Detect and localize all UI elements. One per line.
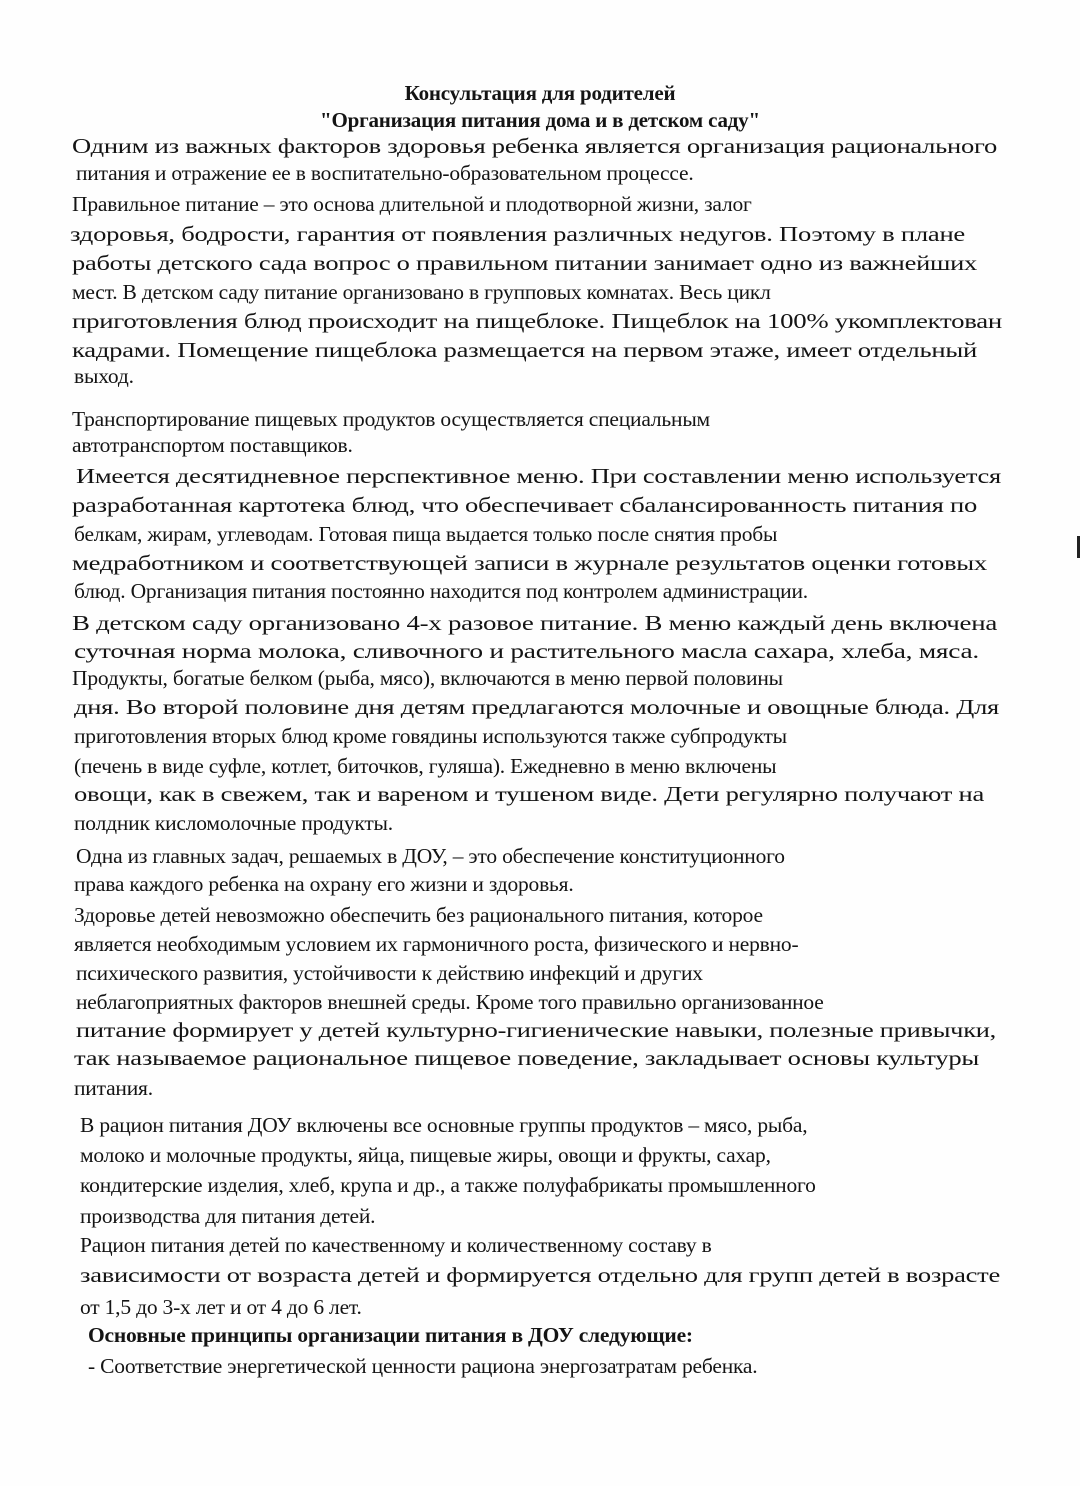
- body-line: так называемое рациональное пищевое поведение, закладывает основы культуры: [74, 1046, 979, 1070]
- body-line: В детском саду организовано 4-х разовое питание. В меню каждый день включена: [72, 611, 998, 635]
- body-line: суточная норма молока, сливочного и растительного масла сахара, хлеба, мяса.: [74, 639, 979, 663]
- body-line: приготовления блюд происходит на пищеблоке. Пищеблок на 100% укомплектован: [72, 309, 1002, 333]
- document-subtitle: "Организация питания дома и в детском саду": [320, 108, 760, 132]
- body-line: кадрами. Помещение пищеблока размещается на первом этаже, имеет отдельный: [72, 338, 978, 362]
- body-line: Здоровье детей невозможно обеспечить без рационального питания, которое: [74, 903, 763, 927]
- body-line: выход.: [74, 364, 134, 388]
- body-line: питания и отражение ее в воспитательно-образовательном процессе.: [76, 161, 694, 185]
- principles-heading: Основные принципы организации питания в ДОУ следующие:: [88, 1323, 693, 1347]
- body-line: здоровья, бодрости, гарантия от появления различных недугов. Поэтому в плане: [70, 222, 965, 246]
- body-line: права каждого ребенка на охрану его жизни и здоровья.: [74, 872, 574, 896]
- body-line: работы детского сада вопрос о правильном питании занимает одно из важнейших: [72, 251, 977, 275]
- body-line: автотранспортом поставщиков.: [72, 433, 353, 457]
- body-line: неблагоприятных факторов внешней среды. Кроме того правильно организованное: [76, 990, 824, 1014]
- body-line: питание формирует у детей культурно-гигиенические навыки, полезные привычки,: [76, 1018, 996, 1042]
- body-line: от 1,5 до 3-х лет и от 4 до 6 лет.: [80, 1295, 362, 1319]
- body-line: питания.: [74, 1076, 153, 1100]
- body-line: разработанная картотека блюд, что обеспечивает сбалансированность питания по: [72, 493, 977, 517]
- body-line: Рацион питания детей по качественному и количественному составу в: [80, 1233, 712, 1257]
- body-line: овощи, как в свежем, так и вареном и тушеном виде. Дети регулярно получают на: [74, 782, 984, 806]
- document-title: Консультация для родителей: [404, 81, 676, 105]
- body-line: кондитерские изделия, хлеб, крупа и др., а также полуфабрикаты промышленного: [80, 1173, 816, 1197]
- body-line: Одна из главных задач, решаемых в ДОУ, – это обеспечение конституционного: [76, 844, 785, 868]
- body-line: (печень в виде суфле, котлет, биточков, гуляша). Ежедневно в меню включены: [74, 754, 777, 778]
- body-line: является необходимым условием их гармоничного роста, физического и нервно-: [74, 932, 799, 956]
- body-line: Транспортирование пищевых продуктов осуществляется специальным: [72, 407, 710, 431]
- body-line: производства для питания детей.: [80, 1204, 376, 1228]
- body-line: Имеется десятидневное перспективное меню. При составлении меню используется: [76, 464, 1001, 488]
- body-line: В рацион питания ДОУ включены все основные группы продуктов – мясо, рыба,: [80, 1113, 808, 1137]
- body-line: психического развития, устойчивости к действию инфекций и других: [76, 961, 703, 985]
- body-line: дня. Во второй половине дня детям предлагаются молочные и овощные блюда. Для: [74, 695, 999, 719]
- body-line: полдник кисломолочные продукты.: [74, 811, 393, 835]
- body-line: Продукты, богатые белком (рыба, мясо), включаются в меню первой половины: [72, 666, 783, 690]
- body-line: зависимости от возраста детей и формируется отдельно для групп детей в возрасте: [80, 1263, 1000, 1287]
- body-line: приготовления вторых блюд кроме говядины используются также субпродукты: [74, 724, 787, 748]
- body-line: белкам, жирам, углеводам. Готовая пища выдается только после снятия пробы: [74, 522, 778, 546]
- body-line: мест. В детском саду питание организовано в групповых комнатах. Весь цикл: [72, 280, 771, 304]
- body-line: блюд. Организация питания постоянно находится под контролем администрации.: [74, 579, 808, 603]
- body-line: молоко и молочные продукты, яйца, пищевые жиры, овощи и фрукты, сахар,: [80, 1143, 771, 1167]
- body-line: медработником и соответствующей записи в журнале результатов оценки готовых: [72, 551, 987, 575]
- principle-item: - Соответствие энергетической ценности рациона энергозатратам ребенка.: [88, 1354, 758, 1378]
- body-line: Одним из важных факторов здоровья ребенка является организация рационального: [72, 134, 997, 158]
- body-line: Правильное питание – это основа длительной и плодотворной жизни, залог: [72, 192, 752, 216]
